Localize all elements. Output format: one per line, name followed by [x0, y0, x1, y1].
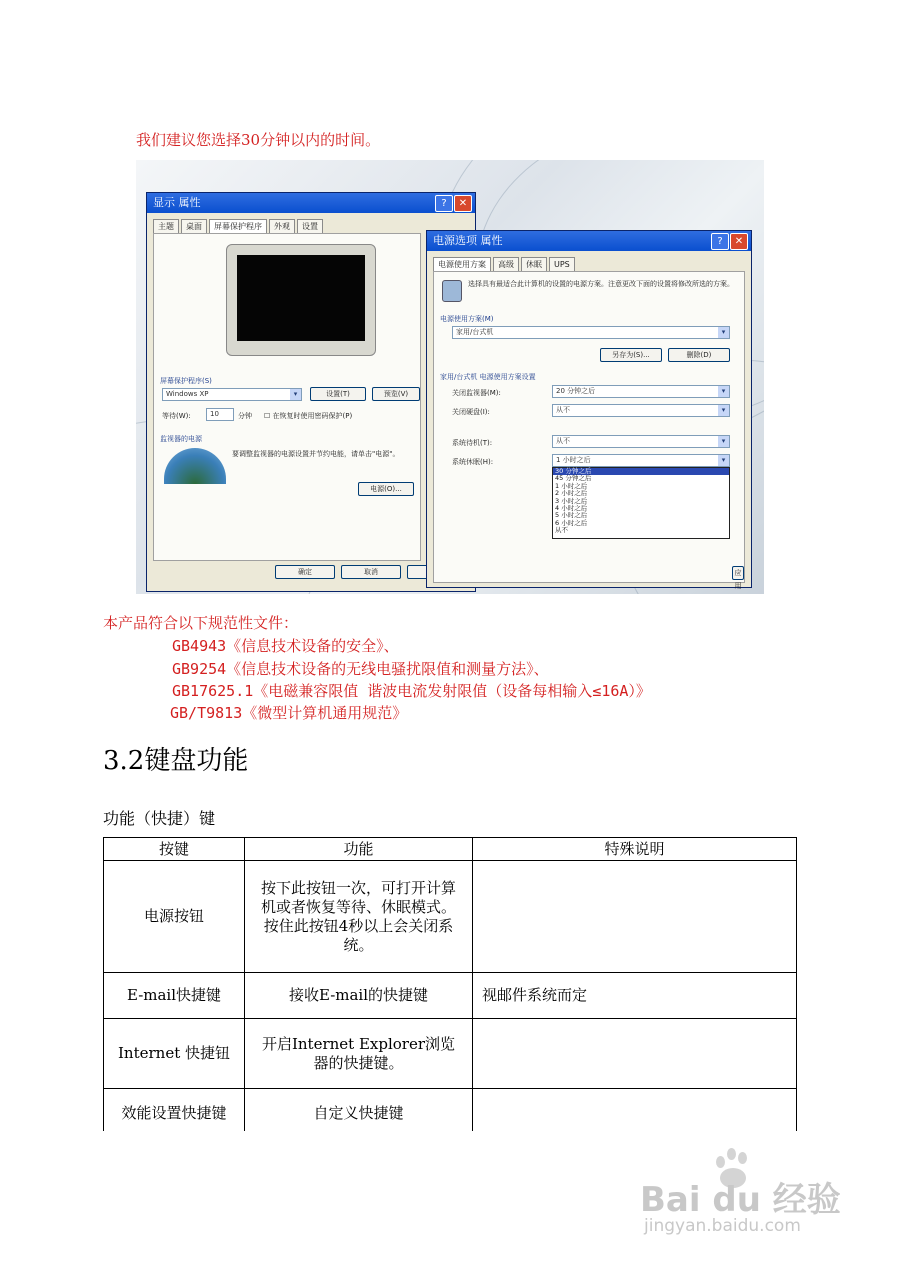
- chevron-down-icon: ▾: [718, 405, 729, 416]
- standard-item: GB17625.1《电磁兼容限值 谐波电流发射限值（设备每相输入≤16A）》: [172, 682, 651, 700]
- watermark-brand: Bai du 经验: [640, 1180, 841, 1220]
- cancel-button[interactable]: 取消: [341, 565, 401, 579]
- section-title: 3.2键盘功能: [103, 746, 249, 776]
- dropdown-option[interactable]: 45 分钟之后: [555, 474, 592, 483]
- delete-button[interactable]: 删除(D): [668, 348, 730, 362]
- settings-group-title: 家用/台式机 电源使用方案设置: [440, 373, 536, 381]
- key-cell: E-mail快捷键: [104, 973, 245, 1019]
- window-title: 显示 属性: [153, 196, 201, 209]
- resume-password-checkbox[interactable]: ☐ 在恢复时使用密码保护(P): [264, 412, 353, 420]
- subsection-title: 功能（快捷）键: [103, 809, 216, 828]
- resume-password-label: 在恢复时使用密码保护(P): [272, 412, 353, 420]
- window-title: 电源选项 属性: [433, 234, 503, 247]
- function-cell: [245, 861, 473, 973]
- standard-item: GB9254《信息技术设备的无线电骚扰限值和测量方法》、: [172, 660, 549, 678]
- save-as-button[interactable]: 另存为(S)...: [600, 348, 662, 362]
- screensaver-select-value: Windows XP: [166, 390, 209, 398]
- scheme-group-title: 电源使用方案(M): [440, 315, 494, 323]
- power-scheme-select[interactable]: [452, 326, 730, 339]
- tab-settings[interactable]: 设置: [297, 219, 323, 233]
- help-icon[interactable]: ?: [711, 233, 729, 250]
- standard-item: GB4943《信息技术设备的安全》、: [172, 637, 399, 655]
- close-icon[interactable]: ✕: [454, 195, 472, 212]
- standards-heading: 本产品符合以下规范性文件：: [103, 614, 299, 632]
- setting-label-hibernate: 系统休眠(H):: [452, 458, 494, 466]
- embedded-screenshot: [136, 160, 764, 594]
- power-plug-icon: [442, 280, 462, 302]
- watermark-url: jingyan.baidu.com: [644, 1216, 801, 1236]
- key-cell: Internet 快捷钮: [104, 1019, 245, 1089]
- table-row: [104, 861, 797, 973]
- standby-select[interactable]: [552, 435, 730, 448]
- power-scheme-value: 家用/台式机: [456, 328, 494, 336]
- tab-power-schemes[interactable]: 电源使用方案: [433, 257, 491, 271]
- power-button[interactable]: 电源(O)...: [358, 482, 414, 496]
- dropdown-option[interactable]: 4 小时之后: [555, 504, 588, 513]
- screensaver-preview-button[interactable]: 预览(V): [372, 387, 420, 401]
- tab-desktop[interactable]: 桌面: [181, 219, 207, 233]
- page-cut: [103, 1131, 803, 1171]
- tab-hibernate[interactable]: 休眠: [521, 257, 547, 271]
- harddisk-off-select[interactable]: [552, 404, 730, 417]
- power-description: 要调整监视器的电源设置并节约电能，请单击"电源"。: [232, 450, 400, 458]
- hibernate-value: 1 小时之后: [556, 456, 591, 464]
- setting-label-standby: 系统待机(T):: [452, 439, 493, 447]
- standard-item: GB/T9813《微型计算机通用规范》: [170, 704, 408, 722]
- note-cell: [473, 861, 797, 973]
- function-cell: 自定义快捷键: [245, 1089, 473, 1139]
- power-schemes-panel: [433, 271, 745, 590]
- dropdown-option[interactable]: 6 小时之后: [555, 518, 588, 527]
- chevron-down-icon: ▾: [718, 436, 729, 447]
- tab-advanced[interactable]: 高级: [493, 257, 519, 271]
- dropdown-option[interactable]: 5 小时之后: [555, 511, 588, 520]
- function-text: 按下此按钮一次，可打开计算机或者恢复等待、休眠模式。 按住此按钮4秒以上会关闭系统。: [261, 878, 457, 954]
- chevron-down-icon: ▾: [718, 327, 729, 338]
- setting-label-monitor: 关闭监视器(M):: [452, 389, 501, 397]
- function-cell: 接收E-mail的快捷键: [245, 973, 473, 1019]
- display-tabs: [153, 219, 323, 233]
- key-cell: 效能设置快捷键: [104, 1089, 245, 1139]
- screensaver-select[interactable]: [162, 388, 302, 401]
- setting-label-harddisk: 关闭硬盘(I):: [452, 408, 490, 416]
- dropdown-option[interactable]: 2 小时之后: [555, 489, 588, 498]
- hotkey-table: [103, 837, 797, 1139]
- chevron-down-icon: ▾: [718, 455, 729, 466]
- screensaver-settings-button[interactable]: 设置(T): [310, 387, 366, 401]
- screensaver-panel: [153, 233, 421, 561]
- chevron-down-icon: ▾: [290, 389, 301, 400]
- monitor-preview: [226, 244, 376, 356]
- wait-unit: 分钟: [238, 412, 252, 420]
- tab-ups[interactable]: UPS: [549, 257, 575, 271]
- hibernate-select[interactable]: [552, 454, 730, 467]
- close-icon[interactable]: ✕: [730, 233, 748, 250]
- column-header: 功能: [245, 838, 473, 861]
- screensaver-group-title: 屏幕保护程序(S): [160, 377, 212, 385]
- power-tabs: [433, 257, 575, 271]
- column-header: 按键: [104, 838, 245, 861]
- power-group-title: 监视器的电源: [160, 435, 202, 443]
- monitor-screen: [237, 255, 365, 341]
- chevron-down-icon: ▾: [718, 386, 729, 397]
- power-description: 选择具有最适合此计算机的设置的电源方案。注意更改下面的设置将修改所选的方案。: [468, 280, 734, 288]
- standby-value: 从不: [556, 437, 570, 445]
- monitor-off-value: 20 分钟之后: [556, 387, 596, 395]
- column-header: 特殊说明: [473, 838, 797, 861]
- monitor-off-select[interactable]: [552, 385, 730, 398]
- tab-screensaver[interactable]: 屏幕保护程序: [209, 219, 267, 233]
- display-properties-titlebar: [147, 193, 475, 213]
- dropdown-option[interactable]: 1 小时之后: [555, 481, 588, 490]
- harddisk-off-value: 从不: [556, 406, 570, 414]
- wait-label: 等待(W):: [162, 412, 191, 420]
- table-row: [104, 1019, 797, 1089]
- dropdown-option[interactable]: 30 分钟之后: [553, 468, 729, 475]
- table-header-row: [104, 838, 797, 861]
- power-options-window: [426, 230, 752, 588]
- power-options-titlebar: [427, 231, 751, 251]
- dropdown-option[interactable]: 从不: [555, 526, 568, 535]
- dropdown-option[interactable]: 3 小时之后: [555, 496, 588, 505]
- note-cell: 视邮件系统而定: [473, 973, 797, 1019]
- function-cell: 开启Internet Explorer浏览器的快捷键。: [245, 1019, 473, 1089]
- wait-value: 10: [210, 410, 219, 418]
- tab-themes[interactable]: 主题: [153, 219, 179, 233]
- tab-appearance[interactable]: 外观: [269, 219, 295, 233]
- energy-star-logo: [164, 448, 226, 484]
- table-row: [104, 973, 797, 1019]
- intro-text: 我们建议您选择30分钟以内的时间。: [136, 131, 381, 149]
- hibernate-dropdown-list[interactable]: [552, 467, 730, 539]
- ok-button[interactable]: 确定: [275, 565, 335, 579]
- wait-spinner[interactable]: [206, 408, 234, 421]
- key-cell: 电源按钮: [104, 861, 245, 973]
- note-cell: [473, 1019, 797, 1089]
- apply-button[interactable]: 应用: [732, 566, 744, 580]
- help-icon[interactable]: ?: [435, 195, 453, 212]
